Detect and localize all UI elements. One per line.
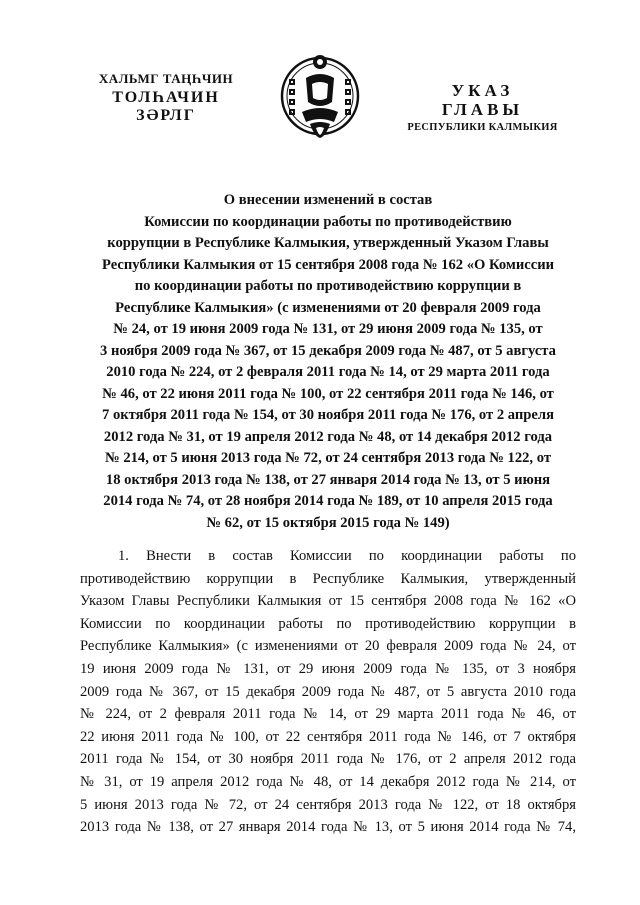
coat-of-arms-emblem-icon — [280, 50, 360, 142]
title-line: коррупции в Республике Калмыкия, утвержденный Указом Главы — [107, 235, 549, 251]
body-line: 22 июня 2011 года № 100, от 22 сентября 2011 года № 146, от 7 октября — [80, 728, 576, 745]
header-ukaz: УКАЗ — [451, 81, 514, 100]
kalmyk-header-line1: ХАЛЬМГ ТАҢҺЧИН — [98, 71, 234, 86]
document-body — [80, 545, 576, 839]
body-line: 19 июня 2009 года № 131, от 29 июня 2009 года № 135, от 3 ноября — [80, 660, 576, 677]
title-line: Комиссии по координации работы по противодействию — [144, 213, 512, 230]
kalmyk-header-line3: ЗӘРЛГ — [136, 107, 196, 125]
title-line: 18 октября 2013 года № 138, от 27 января 2014 года № 13, от 5 июня — [105, 471, 551, 488]
title-line: № 46, от 22 июня 2011 года № 100, от 22 сентября 2011 года № 146, от — [102, 385, 554, 402]
header-republic: РЕСПУБЛИКИ КАЛМЫКИЯ — [407, 122, 558, 134]
title-line: 3 ноября 2009 года № 367, от 15 декабря 2009 года № 487, от 5 августа — [100, 342, 556, 359]
title-line: 2014 года № 74, от 28 ноября 2014 года № 189, от 10 апреля 2015 года — [103, 493, 553, 509]
body-line: Комиссии по координации работы по противодействию коррупции в — [80, 615, 576, 632]
title-line: 2012 года № 31, от 19 апреля 2012 года № 48, от 14 декабря 2012 года — [103, 428, 553, 445]
title-line: Республики Калмыкия от 15 сентября 2008 года № 162 «О Комиссии — [101, 256, 555, 273]
body-line: Республике Калмыкия» (с изменениями от 20 февраля 2009 года № 24, от — [80, 638, 576, 655]
header-glavy: ГЛАВЫ — [441, 99, 524, 119]
body-line: 1. Внести в состав Комиссии по координации работы по — [118, 548, 576, 564]
title-line: № 62, от 15 октября 2015 года № 149) — [206, 514, 450, 531]
body-line: 5 июня 2013 года № 72, от 24 сентября 2013 года № 122, от 18 октября — [80, 796, 576, 813]
russian-header-block — [395, 82, 570, 134]
body-line: 2009 года № 367, от 15 декабря 2009 года № 487, от 5 августа 2010 года — [80, 683, 576, 700]
title-line: № 24, от 19 июня 2009 года № 131, от 29 июня 2009 года № 135, от — [113, 321, 543, 337]
kalmyk-header-line2: ТОЛҺАЧИН — [112, 88, 220, 106]
title-line: О внесении изменений в состав — [223, 192, 433, 208]
title-line: по координации работы по противодействию коррупции в — [134, 278, 522, 294]
title-line: 7 октября 2011 года № 154, от 30 ноября 2011 года № 176, от 2 апреля — [102, 407, 554, 423]
body-line: 2013 года № 138, от 27 января 2014 года № 13, от 5 июня 2014 года № 74, — [80, 819, 576, 836]
kalmyk-header-block — [80, 72, 252, 126]
document-title — [80, 190, 576, 534]
body-line: Указом Главы Республики Калмыкия от 15 сентября 2008 года № 162 «О — [80, 593, 576, 610]
body-line: № 31, от 19 апреля 2012 года № 48, от 14 декабря 2012 года № 214, от — [80, 773, 576, 790]
body-line: противодействию коррупции в Республике Калмыкия, утвержденный — [80, 570, 576, 587]
title-line: 2010 года № 224, от 2 февраля 2011 года № 14, от 29 марта 2011 года — [106, 364, 550, 380]
title-line: № 214, от 5 июня 2013 года № 72, от 24 сентября 2013 года № 122, от — [105, 450, 551, 466]
body-line: 2011 года № 154, от 30 ноября 2011 года № 176, от 2 апреля 2012 года — [80, 751, 576, 768]
title-line: Республике Калмыкия» (с изменениями от 20 февраля 2009 года — [115, 299, 541, 316]
body-line: № 224, от 2 февраля 2011 года № 14, от 29 марта 2011 года № 46, от — [80, 706, 576, 723]
document-header — [0, 0, 640, 150]
